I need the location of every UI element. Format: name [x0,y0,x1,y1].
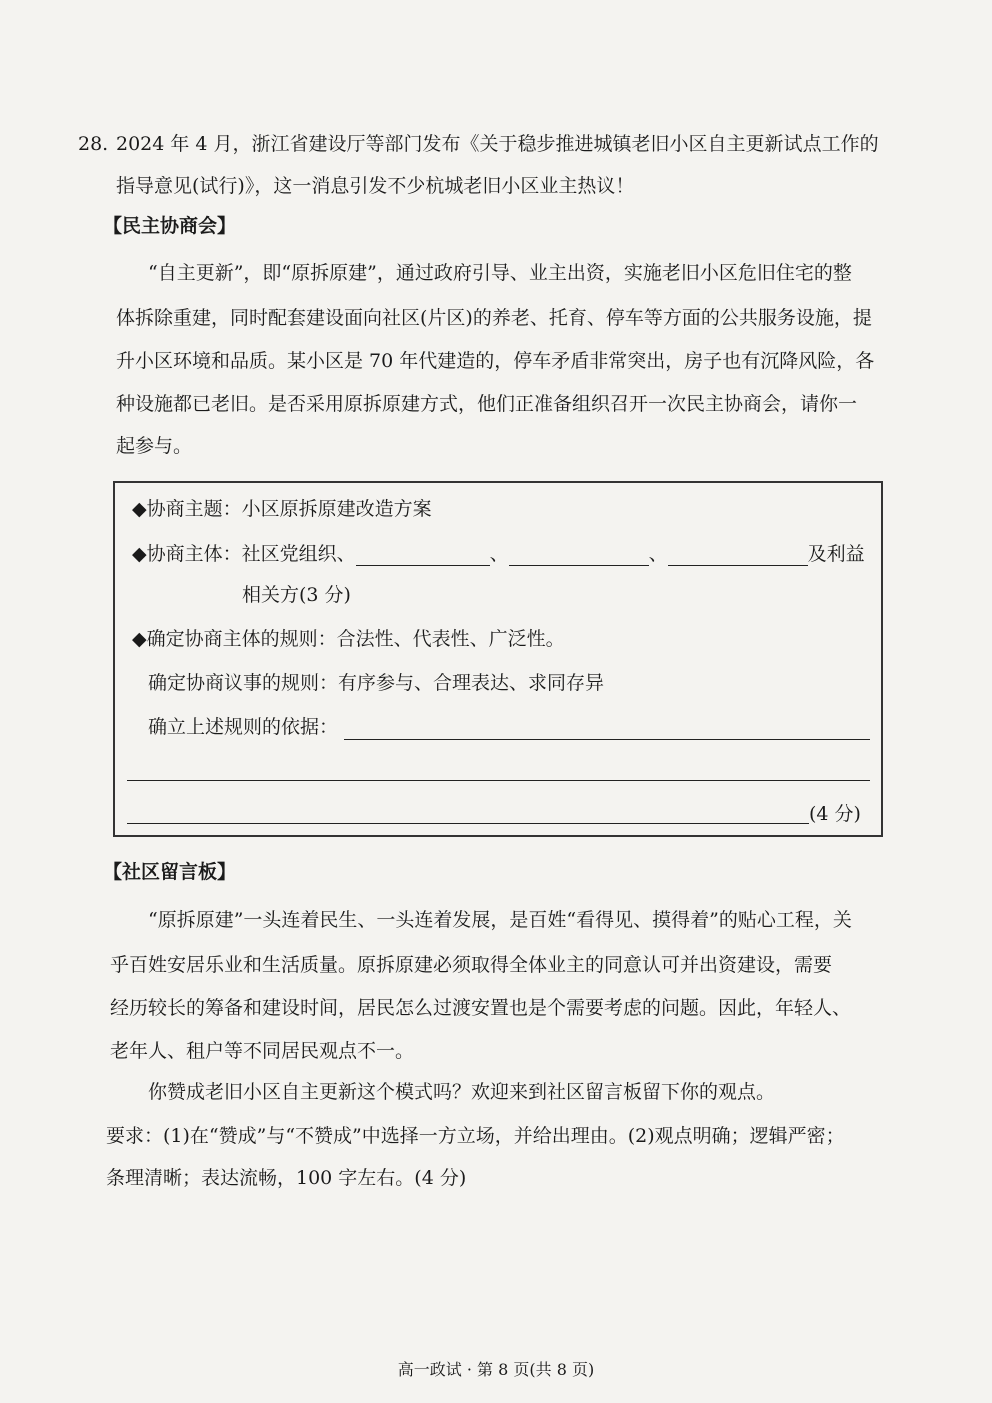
answer-blank-3[interactable] [668,545,808,566]
consultation-box [113,481,883,837]
answer-blank-1[interactable] [356,545,490,566]
section2-para-line: 老年人、租户等不同居民观点不一。 [110,1040,415,1062]
question-number: 28. [78,133,109,155]
subject-prefix: ◆协商主体：社区党组织、 [132,543,356,565]
requirement-line: 条理清晰；表达流畅，100 字左右。(4 分) [106,1167,467,1189]
answer-line-2[interactable] [127,780,870,781]
page-footer: 高一政试 · 第 8 页(共 8 页) [397,1360,595,1379]
section2-para-line: 经历较长的筹备和建设时间，居民怎么过渡安置也是个需要考虑的问题。因此，年轻人、 [110,997,852,1019]
consultation-theme: ◆协商主题：小区原拆原建改造方案 [132,498,432,520]
answer-blank-2[interactable] [509,545,649,566]
answer-line-3[interactable] [127,823,809,824]
consultation-rules: 确定协商议事的规则：有序参与、合理表达、求同存异 [148,672,605,694]
section1-para-line: 升小区环境和品质。某小区是 70 年代建造的，停车矛盾非常突出，房子也有沉降风险，各 [116,350,875,372]
basis-label: 确立上述规则的依据： [148,716,339,738]
section-heading-message-board: 【社区留言板】 [103,861,237,883]
section-heading-democratic-consultation: 【民主协商会】 [103,215,237,237]
section1-para-line: “自主更新”，即“原拆原建”，通过政府引导、业主出资，实施老旧小区危旧住宅的整 [148,262,852,284]
section2-para-line: 乎百姓安居乐业和生活质量。原拆原建必须取得全体业主的同意认可并出资建设，需要 [110,954,833,976]
subject-rules: ◆确定协商主体的规则：合法性、代表性、广泛性。 [132,628,565,650]
consultation-subject-row [132,542,865,566]
question-intro-line1: 2024 年 4 月，浙江省建设厅等部门发布《关于稳步推进城镇老旧小区自主更新试点工作的 [116,133,879,155]
section1-para-line: 种设施都已老旧。是否采用原拆原建方式，他们正准备组织召开一次民主协商会，请你一 [116,393,858,415]
opinion-question: 你赞成老旧小区自主更新这个模式吗？欢迎来到社区留言板留下你的观点。 [148,1081,776,1103]
subject-score: 相关方(3 分) [242,584,351,606]
blank-separator: 、 [648,543,668,565]
subject-suffix: 及利益 [807,543,865,565]
section1-para-line: 起参与。 [116,435,193,457]
section1-para-line: 体拆除重建，同时配套建设面向社区(片区)的养老、托育、停车等方面的公共服务设施，提 [116,307,872,329]
section2-para-line: “原拆原建”一头连着民生、一头连着发展，是百姓“看得见、摸得着”的贴心工程，关 [148,909,852,931]
question-intro-line2: 指导意见(试行)》，这一消息引发不少杭城老旧小区业主热议！ [116,175,635,197]
answer-line-basis[interactable] [344,739,870,740]
requirement-line: 要求：(1)在“赞成”与“不赞成”中选择一方立场，并给出理由。(2)观点明确；逻辑严密； [106,1125,845,1147]
basis-score: (4 分) [809,803,861,825]
blank-separator: 、 [489,543,509,565]
